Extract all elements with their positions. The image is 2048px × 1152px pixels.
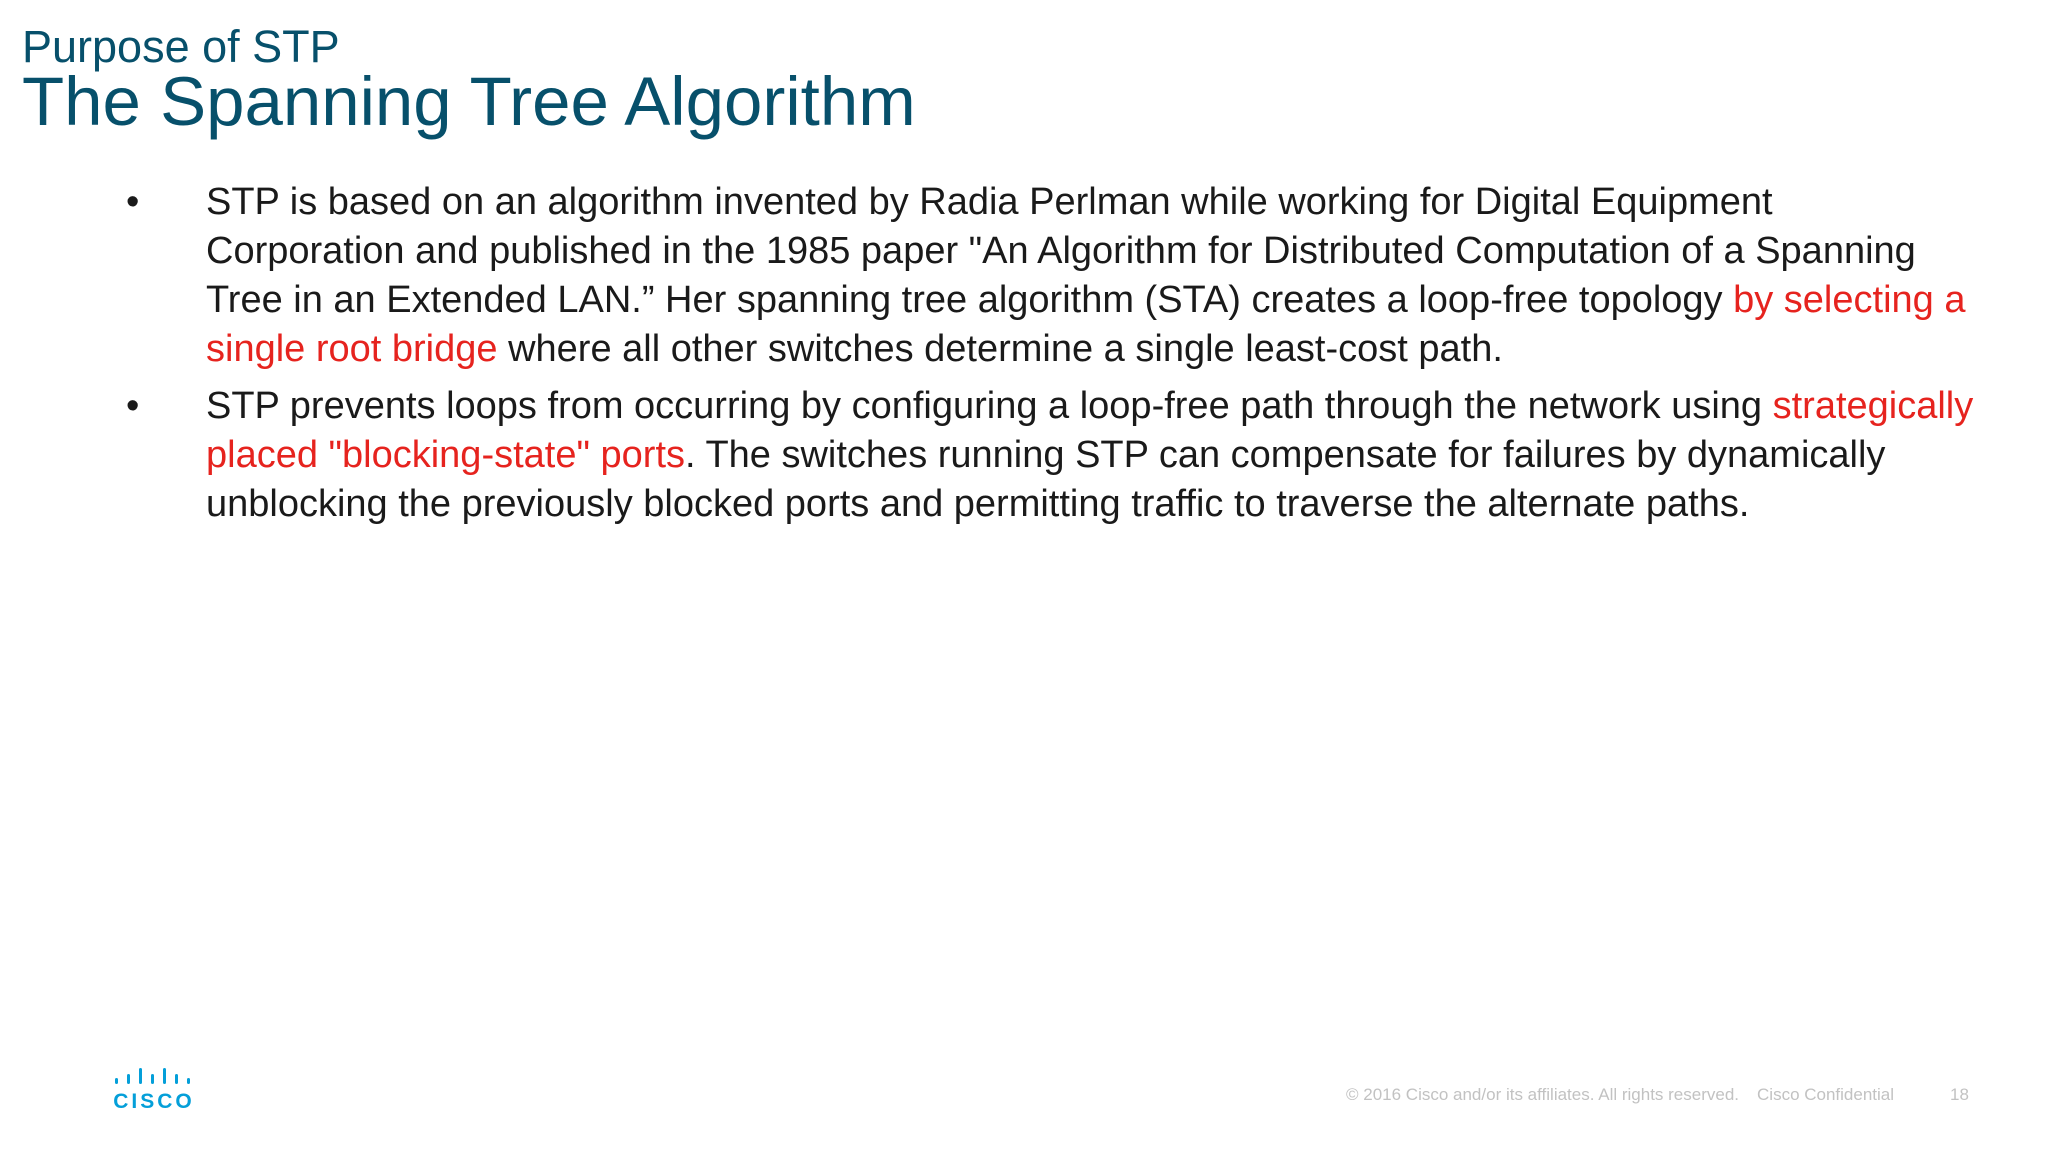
copyright-text: © 2016 Cisco and/or its affiliates. All rights reserved. bbox=[1346, 1085, 1740, 1104]
cisco-wordmark: CISCO bbox=[113, 1090, 195, 1113]
footer-text bbox=[1346, 1085, 1912, 1105]
bullet-text-part: where all other switches determine a single least-cost path. bbox=[497, 328, 1503, 370]
bullet-marker: • bbox=[126, 385, 140, 427]
page-number: 18 bbox=[1950, 1085, 1969, 1104]
bullet-list bbox=[0, 178, 2048, 537]
bullet-text-part: STP is based on an algorithm invented by Radia Perlman while working for Digital Equipment Corporation and published in the 1985 paper "An Algorithm for Distributed Computation of a Spanning Tree in an Extended LAN.” Her spanning tree algorithm (STA) creates a loop-free topology bbox=[206, 181, 1916, 321]
confidential-label: Cisco Confidential bbox=[1757, 1085, 1895, 1104]
bullet-item-1 bbox=[0, 178, 1976, 374]
cisco-logo-icon bbox=[112, 1068, 196, 1114]
bullet-marker: • bbox=[126, 181, 140, 223]
bullet-item-2 bbox=[0, 382, 1976, 529]
highlighted-text: strategically placed "blocking-state" ports bbox=[206, 385, 1974, 476]
bullet-text-part: . The switches running STP can compensate for failures by dynamically unblocking the previously blocked ports and permitting traffic to traverse the alternate paths. bbox=[206, 434, 1886, 525]
cisco-bars-icon bbox=[112, 1068, 196, 1088]
highlighted-text: by selecting a single root bridge bbox=[206, 279, 1966, 370]
slide-title: The Spanning Tree Algorithm bbox=[22, 63, 916, 140]
slide-subtitle: Purpose of STP bbox=[22, 21, 340, 72]
bullet-text-part: STP prevents loops from occurring by configuring a loop-free path through the network using bbox=[206, 385, 1773, 427]
